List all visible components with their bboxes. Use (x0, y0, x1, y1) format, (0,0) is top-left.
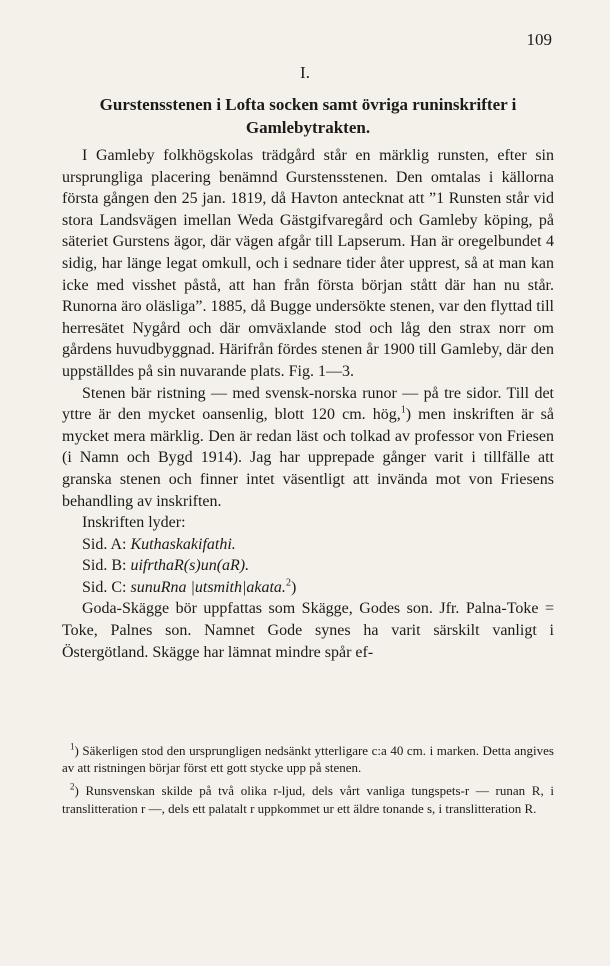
chapter-title: Gurstensstenen i Lofta socken samt övriga runinskrifter i Gamlebytrakten. (99, 95, 517, 137)
footnote-1 (62, 742, 554, 776)
footnote-text: ) Säkerligen stod den ursprungligen nedsänkt ytterligare c:a 40 cm. i marken. Detta angives av att ristningen börjar först ett gott stycke upp på stenen. (62, 743, 554, 776)
footnotes (62, 742, 554, 823)
side-text: uifrthaR(s)un(aR). (130, 557, 250, 575)
body-text (62, 145, 554, 663)
inscription-side-c (62, 577, 554, 599)
footnote-2 (62, 782, 554, 816)
footnote-mark: 2 (70, 782, 75, 793)
paragraph-2-part-a: Stenen bär ristning — med svensk-norska runor — på tre sidor. Till det yttre är den mycket oansenlig, blott 120 cm. hög, (62, 384, 554, 424)
section-number: I. (300, 63, 310, 82)
paragraph-3: Goda-Skägge bör uppfattas som Skägge, Godes son. Jfr. Palna-Toke = Toke, Palnes son. Namnet Gode synes ha varit särskilt vanligt i Östergötland. Skägge har lämnat mindre spår ef- (62, 600, 554, 661)
page-number: 109 (526, 30, 552, 49)
side-text-close: ) (290, 578, 297, 596)
side-text: sunuRna |utsmith|akata. (130, 578, 286, 596)
side-text: Kuthaskakifathi. (130, 535, 236, 553)
side-label: Sid. A: (82, 535, 127, 553)
footnote-text: ) Runsvenskan skilde på två olika r-ljud, dels vårt vanliga tungspets-r — runan R, i translitteration r —, dels ett palatalt r uppkommet ur ett äldre tonande s, i translitteration R. (62, 783, 554, 816)
paragraph-1: I Gamleby folkhögskolas trädgård står en märklig runsten, efter sin ursprungliga placering benämnd Gurstensstenen. Den omtalas i källorna första gången den 25 jan. 1819, då Havton antecknat att ”1 Runsten står vid stora Landsvägen imellan Weda Gästgifvaregård och Gamleby köping, på säteriet Gurstens ägor, där vägen afgår till Lapserum. Han är oregelbundet 4 sidig, har länge legat omkull, och i sednare tider åter upprest, så at man kan icke med visshet påstå, att han från första början stått där han nu står. Runorna äro oläsliga”. 1885, då Bugge undersökte stenen, var den flyttad till herresätet Nygård och där omväxlande stod och låg den strax norr om gårdens huvudbyggnad. Härifrån fördes stenen år 1900 till Gamleby, där den uppställdes på sin nuvarande plats. Fig. 1—3. (62, 147, 554, 380)
paragraph-2 (62, 383, 554, 513)
footnote-ref-2: 2 (285, 577, 291, 589)
side-label: Sid. B: (82, 557, 127, 575)
paragraph-2-part-b: ) men inskriften är så mycket mera märklig. Den är redan läst och tolkad av professor von Friesen (i Namn och Bygd 1914). Jag har upprepade gånger varit i tillfälle att granska stenen och finner intet väsentligt att invända mot von Friesens behandling av inskriften. (62, 406, 554, 510)
footnote-mark: 1 (70, 741, 75, 752)
inscription-side-b (62, 555, 554, 577)
inscription-side-a (62, 534, 554, 556)
footnote-ref-1: 1 (400, 404, 406, 416)
side-label: Sid. C: (82, 578, 127, 596)
inscription-intro: Inskriften lyder: (82, 514, 186, 532)
